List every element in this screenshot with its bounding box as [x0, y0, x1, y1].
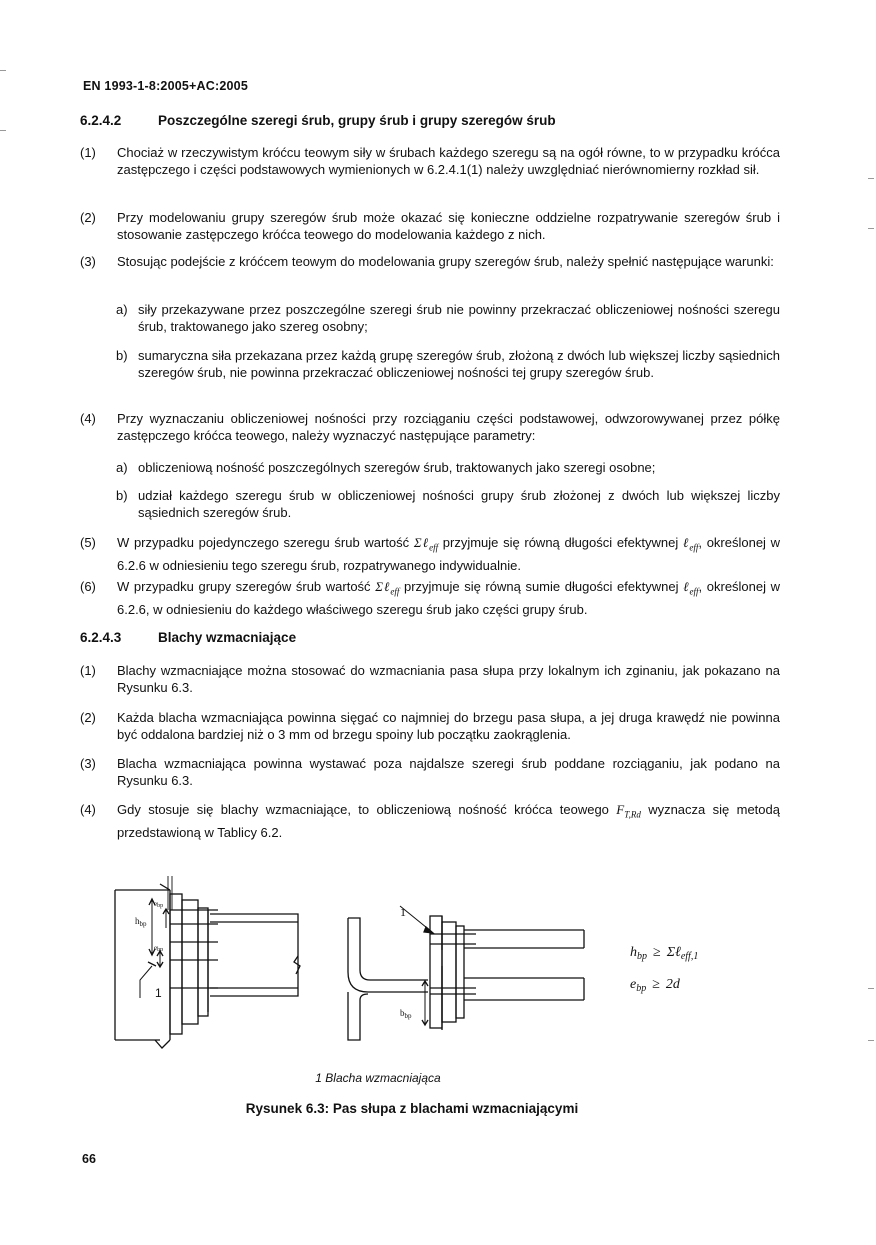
formula-hbp: $h_{bp}$ ≥ Σℓ$_{eff,1}$ — [630, 945, 699, 962]
paragraph-text: Przy wyznaczaniu obliczeniowej nośności przy rozciąganiu części podstawowej, odwzorowywanej przez półkę zastępczego króćca teowego, należy wyznaczyć następujące parametry: — [117, 411, 780, 443]
page-edge-mark — [0, 70, 6, 71]
label-1-right: 1 — [400, 905, 406, 919]
paragraph-5 — [80, 534, 780, 574]
list-text: siły przekazywane przez poszczególne szeregi śrub nie powinny przekraczać obliczeniowej nośności szeregu śrub, traktowanego jako szereg osobny; — [138, 302, 780, 334]
paragraph-6-2-4-3-4 — [80, 801, 780, 841]
caption-text: Rysunek 6.3: Pas słupa z blachami wzmacniającymi — [245, 1101, 579, 1116]
symbol-leff — [683, 579, 699, 597]
symbol-subscript: eff — [429, 542, 439, 553]
paragraph-text — [117, 578, 780, 618]
paragraph-2 — [80, 209, 780, 243]
list-item-3b — [116, 347, 780, 381]
symbol: Σℓ — [375, 579, 391, 594]
paragraph-number: (2) — [80, 710, 96, 725]
symbol-ftrd — [616, 802, 641, 820]
symbol-leff — [682, 535, 699, 553]
paragraph-number: (4) — [80, 802, 96, 817]
paragraph-text — [117, 534, 780, 574]
text-run: przyjmuje się równą sumie długości efektywnej — [399, 579, 684, 594]
list-marker: b) — [116, 488, 128, 503]
column-plan-view — [348, 906, 584, 1040]
section-title: Blachy wzmacniające — [158, 630, 297, 645]
standard-header: EN 1993-1-8:2005+AC:2005 — [83, 79, 248, 93]
text-run: Gdy stosuje się blachy wzmacniające, to obliczeniową nośność króćca teowego — [117, 802, 617, 817]
list-text: udział każdego szeregu śrub w obliczeniowej nośności grupy śrub złożonej z dwóch lub większej liczby sąsiednich szeregów śrub. — [138, 488, 780, 520]
section-number: 6.2.4.2 — [80, 113, 122, 128]
list-marker: a) — [116, 460, 128, 475]
formula-ebp: $e_{bp} \ge 2d$ — [630, 977, 680, 994]
text-run: wyznacza się metodą przedstawioną w Tablicy 6.2. — [117, 802, 780, 840]
list-marker: a) — [116, 302, 128, 317]
section-title: Poszczególne szeregi śrub, grupy śrub i grupy szeregów śrub — [158, 113, 556, 128]
list-marker: b) — [116, 348, 128, 363]
paragraph-text: Blacha wzmacniająca powinna wystawać poza najdalsze szeregi śrub poddane rozciąganiu, jak podano na Rysunku 6.3. — [117, 756, 780, 788]
figure-caption — [0, 1101, 876, 1116]
text-run: przyjmuje się równą długości efektywnej — [438, 535, 683, 550]
paragraph-text: Blachy wzmacniające można stosować do wzmacniania pasa słupa przy lokalnym ich zginaniu, jak pokazano na Rysunku 6.3. — [117, 663, 780, 695]
paragraph-4 — [80, 410, 780, 444]
symbol: ℓ — [682, 535, 690, 550]
symbol: F — [616, 802, 625, 817]
label-bbp: $b_{bp}$ — [400, 1008, 412, 1020]
text-run: , określonej w 6.2.6 w odniesieniu tego szeregu śrub, rozpatrywanego indywidualnie. — [117, 535, 781, 573]
paragraph-6 — [80, 578, 780, 618]
figure-legend — [0, 1071, 876, 1085]
paragraph-number: (6) — [80, 579, 96, 594]
section-heading-6-2-4-3 — [80, 630, 296, 645]
paragraph-number: (3) — [80, 254, 96, 269]
page-edge-mark — [868, 228, 874, 229]
page-edge-mark — [868, 988, 874, 989]
paragraph-number: (3) — [80, 756, 96, 771]
list-item-4a — [116, 459, 780, 476]
paragraph-number: (1) — [80, 145, 96, 160]
list-item-3a — [116, 301, 780, 335]
symbol: Σℓ — [413, 535, 430, 550]
legend-text: 1 Blacha wzmacniająca — [315, 1071, 441, 1085]
text-run: , określonej w 6.2.6, w odniesieniu do każdego właściwego szeregu śrub jako części grupy śrub. — [117, 579, 781, 617]
paragraph-text: Przy modelowaniu grupy szeregów śrub może okazać się konieczne oddzielne rozpatrywanie szeregów śrub i stosowanie zastępczego króćca teowego do modelowania każdego z nich. — [117, 210, 780, 242]
list-text: obliczeniową nośność poszczególnych szeregów śrub, traktowanych jako szeregi osobne; — [138, 460, 656, 475]
paragraph-6-2-4-3-3 — [80, 755, 780, 789]
paragraph-number: (4) — [80, 411, 96, 426]
section-heading-6-2-4-2 — [80, 113, 556, 128]
section-number: 6.2.4.3 — [80, 630, 122, 645]
paragraph-text — [117, 801, 780, 841]
page-edge-mark — [868, 1040, 874, 1041]
page-number: 66 — [82, 1152, 96, 1166]
page-edge-mark — [0, 130, 6, 131]
figure-6-3 — [100, 870, 780, 1060]
label-ebp-bottom: ebp — [154, 944, 164, 953]
paragraph-number: (1) — [80, 663, 96, 678]
list-text: sumaryczna siła przekazana przez każdą grupę szeregów śrub, złożoną z dwóch lub większej liczby sąsiednich szeregów śrub, nie powinna przekraczać obliczeniowej nośności tej grupy szeregów śrub. — [138, 348, 780, 380]
label-1-left: 1 — [155, 986, 162, 1000]
symbol-subscript: eff — [689, 586, 699, 597]
list-item-4b — [116, 487, 780, 521]
label-hbp-left: $h_{bp}$ — [135, 916, 147, 928]
paragraph-number: (5) — [80, 535, 96, 550]
symbol-subscript: eff — [689, 542, 699, 553]
page-edge-mark — [868, 178, 874, 179]
paragraph-number: (2) — [80, 210, 96, 225]
symbol-subscript: T,Rd — [624, 809, 641, 820]
symbol: ℓ — [683, 579, 690, 594]
text-run: W przypadku pojedynczego szeregu śrub wartość — [117, 535, 414, 550]
symbol-sum-leff — [413, 535, 439, 553]
text-run: W przypadku grupy szeregów śrub wartość — [117, 579, 376, 594]
paragraph-text: Każda blacha wzmacniająca powinna sięgać co najmniej do brzegu pasa słupa, a jej druga krawędź nie powinna być oddalona bardziej niż o 3 mm od brzegu spoiny lub początku zaokrąglenia. — [117, 710, 780, 742]
label-ebp-top: ebp — [154, 900, 164, 909]
symbol-sum-leff — [375, 579, 400, 597]
column-flange-side-view — [115, 876, 300, 1048]
paragraph-6-2-4-3-2 — [80, 709, 780, 743]
symbol-subscript: eff — [390, 586, 400, 597]
paragraph-6-2-4-3-1 — [80, 662, 780, 696]
paragraph-3 — [80, 253, 780, 270]
paragraph-text: Chociaż w rzeczywistym króćcu teowym siły w śrubach każdego szeregu są na ogół równe, to w przypadku króćca zastępczego i części podstawowych wymienionych w 6.2.4.1(1) należy uwzględniać nierównomierny rozkład sił. — [117, 145, 780, 177]
paragraph-1 — [80, 144, 780, 178]
paragraph-text: Stosując podejście z króćcem teowym do modelowania grupy szeregów śrub, należy spełnić następujące warunki: — [117, 254, 774, 269]
